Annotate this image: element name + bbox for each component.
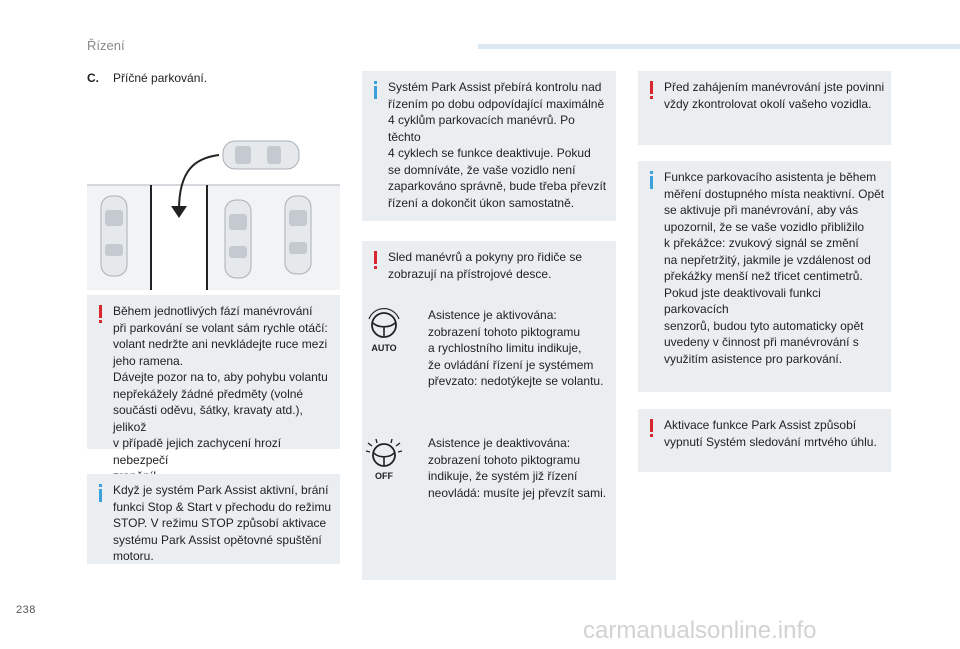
- assist-inactive-row: [364, 435, 612, 505]
- warning-box: [87, 295, 340, 467]
- assist-active-text: Asistence je aktivována: zobrazení tohoto piktogramu a rychlostního limitu indikuje, že ovládání řízení je systémem převzato: nedotýkejte se volantu.: [428, 308, 604, 388]
- header-bar: [478, 44, 960, 49]
- info-icon: [648, 171, 656, 191]
- page-header-title: Řízení: [87, 38, 125, 53]
- perpendicular-parking-illustration: [87, 130, 340, 290]
- warning-icon: [372, 251, 380, 271]
- warning-text: Aktivace funkce Park Assist způsobí vypnutí Systém sledování mrtvého úhlu.: [664, 418, 877, 449]
- watermark: carmanualsonline.info: [583, 617, 817, 644]
- section-letter: C.: [87, 71, 99, 85]
- auto-label: AUTO: [371, 343, 397, 353]
- info-icon: [372, 81, 380, 101]
- steering-wheel-auto-icon: [364, 307, 404, 353]
- info-box: [87, 474, 340, 564]
- assist-inactive-text: Asistence je deaktivována: zobrazení tohoto piktogramu indikuje, že systém již řízení neovládá: musíte jej převzít sami.: [428, 436, 607, 500]
- info-text: Když je systém Park Assist aktivní, brání funkci Stop & Start v přechodu do režimu STOP. V režimu STOP způsobí aktivace systému Park Assist opětovné spuštění motoru.: [113, 483, 332, 563]
- page-number: 238: [16, 604, 36, 616]
- warning-text: Během jednotlivých fází manévrování při parkování se volant sám rychle otáčí: volant nedržte ani nevkládejte ruce mezi jeho ramena. Dávejte pozor na to, aby pohybu volantu nepřekážely žádné předměty (volné součásti oděvu, šátky, kravaty atd.), jelikož v případě jejich zachycení hrozí nebezpečí: [113, 304, 328, 467]
- info-text: Systém Park Assist přebírá kontrolu nad řízením po dobu odpovídající maximálně 4 cyklům parkovacích manévrů. Po těchto 4 cyklech se funkce deaktivuje. Pokud se domníváte, že vaše vozidlo není zaparkováno správně, bude třeba převzít řízení a dokončit úkon samostatně.: [388, 80, 607, 210]
- warning-icon: [97, 305, 105, 325]
- off-label: OFF: [375, 471, 393, 481]
- warning-box: [638, 409, 891, 472]
- info-icon: [97, 484, 105, 504]
- warning-box: [362, 241, 616, 580]
- steering-wheel-off-icon: [364, 435, 404, 481]
- section-title: Příčné parkování.: [113, 71, 208, 85]
- info-box: [638, 161, 891, 392]
- assist-active-row: [364, 307, 612, 397]
- warning-icon: [648, 81, 656, 101]
- section-heading: [87, 71, 207, 85]
- warning-box: [638, 71, 891, 145]
- warning-text: Před zahájením manévrování jste povinni vždy zkontrolovat okolí vašeho vozidla.: [664, 80, 885, 111]
- info-text: Funkce parkovacího asistenta je během měření dostupného místa neaktivní. Opět se aktivuje při manévrování, aby vás upozornil, že se vaše vozidlo přibližilo k překážce: zvukový signál se změní na nepřetržitý, jakmile je vzdálenost od překážky menší než třicet centimetrů. Pokud jste deaktivovali funkci parkovacích senzorů, budou tyto automaticky opět uvedeny v činnost při manévrování s využitím asistence pro parkování.: [664, 170, 885, 366]
- parking-diagram: [87, 130, 340, 290]
- warning-icon: [648, 419, 656, 439]
- info-box: [362, 71, 616, 221]
- warning-text: Sled manévrů a pokyny pro řidiče se zobrazují na přístrojové desce.: [388, 250, 583, 281]
